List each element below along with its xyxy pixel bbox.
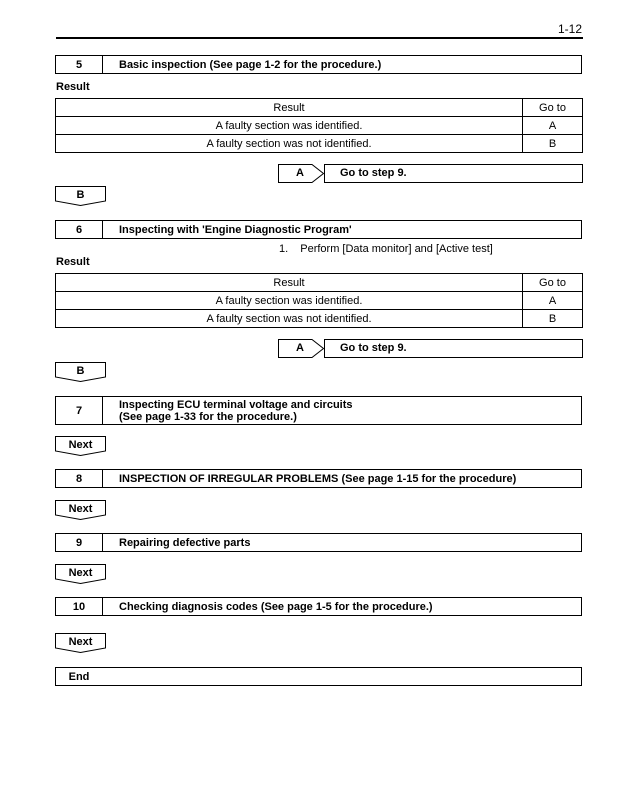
- end-box: [55, 667, 582, 686]
- step-8-title: INSPECTION OF IRREGULAR PROBLEMS (See page 1-15 for the procedure): [119, 472, 517, 485]
- step-10-title: Checking diagnosis codes (See page 1-5 for the procedure.): [119, 600, 433, 613]
- goto-cell: B: [523, 310, 583, 328]
- header-result: Result: [56, 274, 523, 292]
- step-7-title: [103, 397, 353, 424]
- next-tag-9[interactable]: [55, 564, 106, 584]
- result-table-1: [55, 98, 583, 153]
- table-header-row: [56, 99, 583, 117]
- branch-b-tag-2[interactable]: [55, 362, 106, 382]
- goto-step-9-1[interactable]: [278, 164, 583, 183]
- page-number: 1-12: [557, 22, 582, 36]
- result-cell: A faulty section was identified.: [56, 292, 523, 310]
- result-cell: A faulty section was not identified.: [56, 310, 523, 328]
- next-tag-10[interactable]: [55, 633, 106, 653]
- tag-label: B: [76, 365, 85, 377]
- goto-text: Go to step 9.: [340, 167, 407, 179]
- step-6-number: 6: [56, 221, 103, 238]
- step-10-box: [55, 597, 582, 616]
- goto-cell: B: [523, 135, 583, 153]
- step-7-title-line-2: (See page 1-33 for the procedure.): [119, 410, 297, 423]
- step-6-note: [279, 243, 493, 255]
- result-label-1: Result: [56, 81, 90, 93]
- step-5-title: Basic inspection (See page 1-2 for the procedure.): [119, 58, 382, 71]
- step-9-box: [55, 533, 582, 552]
- step-7-title-line-1: Inspecting ECU terminal voltage and circuits: [119, 398, 353, 411]
- step-5-number: 5: [56, 56, 103, 73]
- step-7-number: 7: [56, 397, 103, 424]
- step-8-number: 8: [56, 470, 103, 487]
- step-9-number: 9: [56, 534, 103, 551]
- note-text: Perform [Data monitor] and [Active test]: [300, 243, 493, 255]
- table-row: [56, 117, 583, 135]
- end-label: End: [68, 670, 90, 683]
- goto-label: A: [296, 167, 304, 179]
- goto-cell: A: [523, 292, 583, 310]
- step-8-box: [55, 469, 582, 488]
- step-6-box: [55, 220, 582, 239]
- step-10-number: 10: [56, 598, 103, 615]
- result-cell: A faulty section was not identified.: [56, 135, 523, 153]
- header-result: Result: [56, 99, 523, 117]
- step-7-box: [55, 396, 582, 425]
- goto-text: Go to step 9.: [340, 342, 407, 354]
- next-tag-7[interactable]: [55, 436, 106, 456]
- table-header-row: [56, 274, 583, 292]
- step-6-title: Inspecting with 'Engine Diagnostic Program': [119, 223, 352, 236]
- next-tag-8[interactable]: [55, 500, 106, 520]
- header-goto: Go to: [523, 99, 583, 117]
- table-row: [56, 310, 583, 328]
- tag-label: Next: [68, 636, 93, 648]
- tag-label: Next: [68, 503, 93, 515]
- result-table-2: [55, 273, 583, 328]
- step-5-box: [55, 55, 582, 74]
- note-number: 1.: [279, 243, 289, 255]
- tag-label: B: [76, 189, 85, 201]
- step-9-title: Repairing defective parts: [119, 536, 251, 549]
- goto-cell: A: [523, 117, 583, 135]
- tag-label: Next: [68, 439, 93, 451]
- result-label-2: Result: [56, 256, 90, 268]
- branch-b-tag-1[interactable]: [55, 186, 106, 206]
- tag-label: Next: [68, 567, 93, 579]
- result-cell: A faulty section was identified.: [56, 117, 523, 135]
- table-row: [56, 135, 583, 153]
- goto-step-9-2[interactable]: [278, 339, 583, 358]
- table-row: [56, 292, 583, 310]
- header-rule: [56, 37, 583, 39]
- header-goto: Go to: [523, 274, 583, 292]
- goto-label: A: [296, 342, 304, 354]
